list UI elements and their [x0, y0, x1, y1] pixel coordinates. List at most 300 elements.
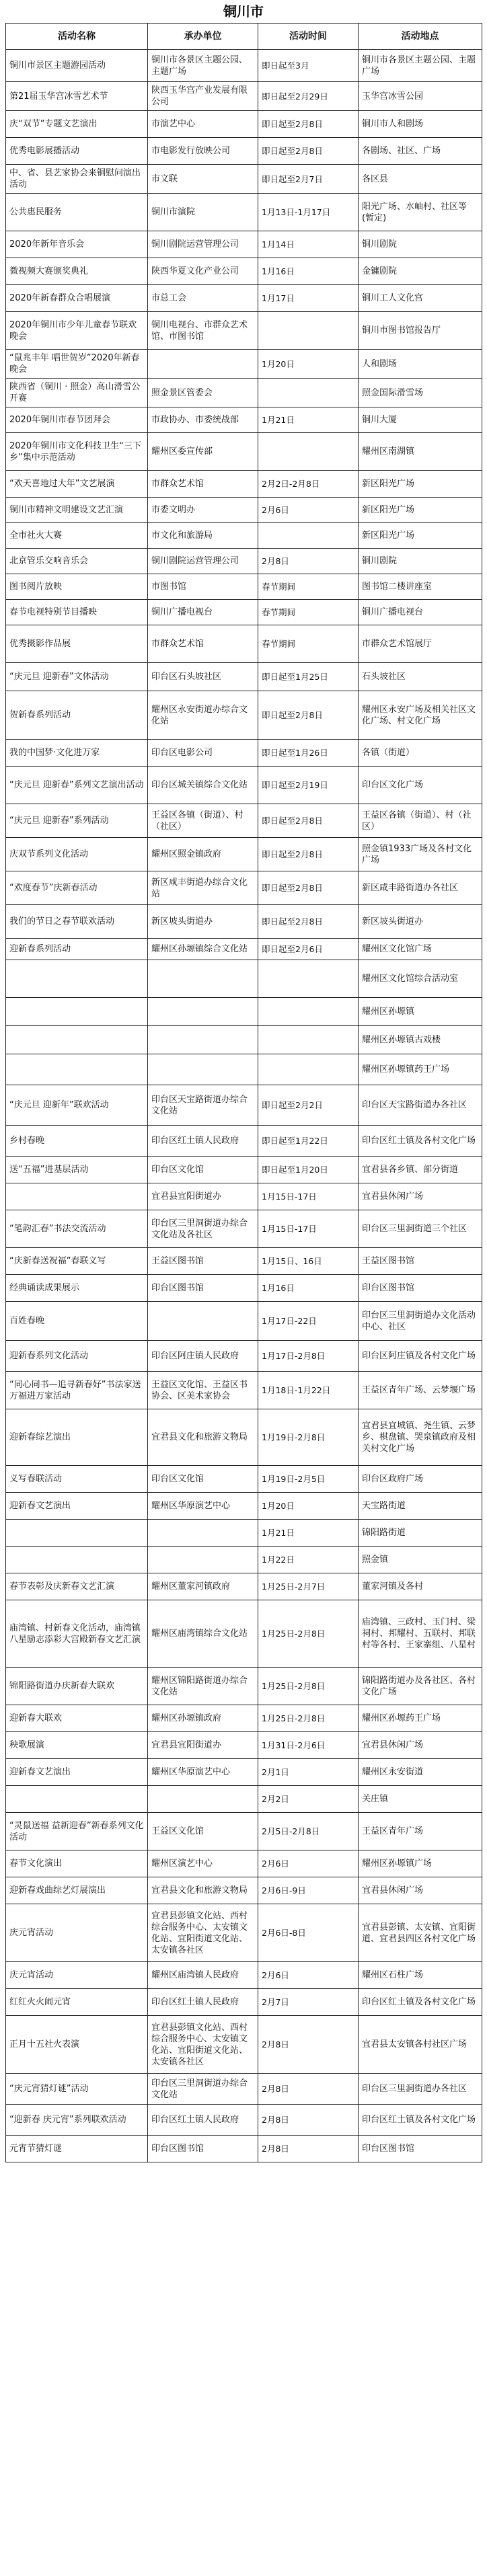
column-header-organizer: 承办单位 — [148, 24, 258, 50]
organizer-cell: 新区坡头街道办 — [148, 905, 258, 939]
time-cell — [258, 1026, 359, 1054]
activity-name-cell: 2020年新春群众合唱展演 — [6, 285, 148, 312]
place-cell: 铜川市人和剧场 — [359, 111, 482, 138]
time-cell: 1月21日 — [258, 1520, 359, 1547]
place-cell: 铜川工人文化宫 — [359, 285, 482, 312]
activity-name-cell: 乡村春晚 — [6, 1126, 148, 1157]
place-cell: 铜川市图书馆报告厅 — [359, 312, 482, 350]
place-cell: 宜君县休闲广场 — [359, 1732, 482, 1759]
place-cell: 耀州区孙塬镇 — [359, 998, 482, 1026]
organizer-cell — [148, 1054, 258, 1085]
organizer-cell: 印台区天宝路街道办综合文化站 — [148, 1085, 258, 1126]
activity-name-cell: 秧歌展演 — [6, 1732, 148, 1759]
table-row — [6, 998, 482, 1026]
place-cell: 玉华宫冰雪公园 — [359, 82, 482, 111]
time-cell: 2月6日-8日 — [258, 1904, 359, 1962]
activity-name-cell: 庆“双节”专题文艺演出 — [6, 111, 148, 138]
table-row — [6, 1054, 482, 1085]
column-header-name: 活动名称 — [6, 24, 148, 50]
table-row — [6, 165, 482, 194]
activity-name-cell: “灵鼠送福 益新迎春”新春系列文化活动 — [6, 1813, 148, 1850]
organizer-cell: 市演艺中心 — [148, 111, 258, 138]
activity-name-cell: “庆元宵猜灯谜”活动 — [6, 2074, 148, 2105]
activity-name-cell: 庙湾镇、村新春文化活动，庙湾镇八星励志添彩大宫殿新春文艺汇演 — [6, 1600, 148, 1668]
column-header-place: 活动地点 — [359, 24, 482, 50]
place-cell: 铜川大厦 — [359, 407, 482, 433]
activity-name-cell: 铜川市精神文明建设文艺汇演 — [6, 498, 148, 523]
activity-name-cell: 义写春联活动 — [6, 1466, 148, 1493]
time-cell: 即日起至2月8日 — [258, 871, 359, 905]
organizer-cell: 耀州区永安街道办综合文化站 — [148, 691, 258, 740]
place-cell: 王益区青年广场、云梦堰广场 — [359, 1372, 482, 1409]
place-cell: 耀州区孙塬药王广场 — [359, 1705, 482, 1732]
place-cell: 宜君县休闲广场 — [359, 1183, 482, 1210]
time-cell: 即日起至1月22日 — [258, 1126, 359, 1157]
organizer-cell: 印台区图书馆 — [148, 2136, 258, 2162]
organizer-cell: 耀州区孙塬镇综合文化站 — [148, 939, 258, 960]
activity-name-cell — [6, 1026, 148, 1054]
table-row — [6, 82, 482, 111]
table-row — [6, 1904, 482, 1962]
activity-name-cell — [6, 1520, 148, 1547]
organizer-cell: 铜川市各景区主题公园、主题广场 — [148, 50, 258, 82]
table-row — [6, 285, 482, 312]
place-cell: 关庄镇 — [359, 1786, 482, 1813]
organizer-cell: 铜川剧院运营管理公司 — [148, 231, 258, 258]
place-cell: 新区阳光广场 — [359, 471, 482, 498]
table-row — [6, 1520, 482, 1547]
time-cell: 1月15日-17日 — [258, 1183, 359, 1210]
organizer-cell: 印台区阿庄镇人民政府 — [148, 1341, 258, 1372]
organizer-cell: 印台区石头坡社区 — [148, 663, 258, 691]
table-row — [6, 625, 482, 663]
place-cell: 铜川剧院 — [359, 549, 482, 574]
activity-name-cell: 春节表彰及庆新春文艺汇演 — [6, 1573, 148, 1600]
time-cell: 即日起至2月8日 — [258, 905, 359, 939]
table-row — [6, 663, 482, 691]
organizer-cell: 市电影发行放映公司 — [148, 138, 258, 165]
activity-name-cell: 2020年新年音乐会 — [6, 231, 148, 258]
place-cell: 宜君县各乡镇、部分街道 — [359, 1157, 482, 1183]
place-cell: 新区咸丰路街道办各社区 — [359, 871, 482, 905]
time-cell: 2月5日-2月8日 — [258, 1813, 359, 1850]
table-body — [6, 50, 482, 2162]
table-row — [6, 1600, 482, 1668]
table-row — [6, 1668, 482, 1705]
place-cell: 宜君县太安镇各村社区广场 — [359, 2016, 482, 2074]
table-row — [6, 905, 482, 939]
organizer-cell: 耀州区锦阳路街道办综合文化站 — [148, 1668, 258, 1705]
time-cell: 1月14日 — [258, 231, 359, 258]
organizer-cell: 铜川市演院 — [148, 194, 258, 231]
activity-name-cell: 2020年铜川市少年儿童春节联欢晚会 — [6, 312, 148, 350]
activity-name-cell: 陕西省（铜川 · 照金）高山滑雪公开赛 — [6, 379, 148, 407]
time-cell: 1月15日-17日 — [258, 1210, 359, 1248]
time-cell: 即日起至2月19日 — [258, 767, 359, 804]
table-row — [6, 2136, 482, 2162]
time-cell: 即日起至2月7日 — [258, 165, 359, 194]
time-cell: 1月22日 — [258, 1547, 359, 1573]
place-cell: 市群众艺术馆展厅 — [359, 625, 482, 663]
time-cell — [258, 379, 359, 407]
activity-name-cell — [6, 1183, 148, 1210]
table-row — [6, 804, 482, 838]
table-row — [6, 960, 482, 998]
organizer-cell — [148, 1520, 258, 1547]
activity-name-cell: “欢度春节”庆新春活动 — [6, 871, 148, 905]
organizer-cell — [148, 1302, 258, 1341]
organizer-cell: 铜川广播电视台 — [148, 600, 258, 625]
activity-name-cell: 庆元宵活动 — [6, 1904, 148, 1962]
table-row — [6, 1085, 482, 1126]
time-cell: 即日起至1月26日 — [258, 740, 359, 767]
activity-name-cell: 微视频大赛颁奖典礼 — [6, 258, 148, 285]
table-row — [6, 50, 482, 82]
place-cell: 印台区红土镇及各村文化广场 — [359, 1126, 482, 1157]
organizer-cell: 宜君县宜阳街道办 — [148, 1183, 258, 1210]
table-row — [6, 1183, 482, 1210]
organizer-cell: 市政协办、市委统战部 — [148, 407, 258, 433]
table-row — [6, 1409, 482, 1466]
organizer-cell: 耀州区照金镇政府 — [148, 838, 258, 871]
time-cell: 1月25日-2月7日 — [258, 1573, 359, 1600]
activity-name-cell: 北京管乐交响音乐会 — [6, 549, 148, 574]
place-cell: 铜川市各景区主题公园、主题广场 — [359, 50, 482, 82]
table-row — [6, 1732, 482, 1759]
time-cell: 1月16日 — [258, 1275, 359, 1302]
place-cell: 各剧场、社区、广场 — [359, 138, 482, 165]
time-cell: 2月6日 — [258, 498, 359, 523]
organizer-cell: 陕西华夏文化产业公司 — [148, 258, 258, 285]
table-row — [6, 1813, 482, 1850]
table-row — [6, 350, 482, 379]
activity-name-cell: 正月十五社火表演 — [6, 2016, 148, 2074]
table-row — [6, 1759, 482, 1786]
organizer-cell: 印台区红土镇人民政府 — [148, 2105, 258, 2136]
place-cell: 耀州区文化馆广场 — [359, 939, 482, 960]
table-row — [6, 523, 482, 549]
table-row — [6, 1248, 482, 1275]
activity-name-cell: “鼠兆丰年 唱世贺岁”2020年新春晚会 — [6, 350, 148, 379]
time-cell: 1月19日-2月5日 — [258, 1466, 359, 1493]
organizer-cell: 印台区电影公司 — [148, 740, 258, 767]
activity-name-cell: 我们的节日之春节联欢活动 — [6, 905, 148, 939]
place-cell: 天宝路街道 — [359, 1493, 482, 1520]
place-cell: 印台区政府广场 — [359, 1466, 482, 1493]
organizer-cell: 宜君县彭镇文化站、西村综合服务中心、太安镇文化站、宜阳街道文化站、太安镇各社区 — [148, 1904, 258, 1962]
activity-name-cell — [6, 998, 148, 1026]
organizer-cell: 印台区红土镇人民政府 — [148, 1989, 258, 2016]
organizer-cell — [148, 1786, 258, 1813]
time-cell: 即日起至2月8日 — [258, 691, 359, 740]
place-cell: 印台区图书馆 — [359, 1275, 482, 1302]
time-cell: 即日起至2月8日 — [258, 838, 359, 871]
organizer-cell: 耀州区华原演艺中心 — [148, 1759, 258, 1786]
activity-name-cell: “笔韵汇春”书法交流活动 — [6, 1210, 148, 1248]
activity-name-cell: 我的中国梦·文化进万家 — [6, 740, 148, 767]
place-cell: 耀州区文化馆综合活动室 — [359, 960, 482, 998]
table-row — [6, 1705, 482, 1732]
table-row — [6, 138, 482, 165]
time-cell: 1月20日 — [258, 350, 359, 379]
organizer-cell: 宜君县文化和旅游文物局 — [148, 1877, 258, 1904]
place-cell: 耀州区永安广场及相关社区文化广场、村文化广场 — [359, 691, 482, 740]
place-cell: 宜君县休闲广场 — [359, 1877, 482, 1904]
organizer-cell: 耀州区庙湾镇人民政府 — [148, 1962, 258, 1989]
organizer-cell — [148, 1026, 258, 1054]
table-row — [6, 111, 482, 138]
activity-name-cell: 优秀电影展播活动 — [6, 138, 148, 165]
activity-name-cell: 贺新春系列活动 — [6, 691, 148, 740]
activity-name-cell: “庆元旦 迎新年”联欢活动 — [6, 1085, 148, 1126]
activity-table — [5, 23, 482, 2162]
activity-name-cell — [6, 1547, 148, 1573]
time-cell: 1月20日 — [258, 1493, 359, 1520]
activity-name-cell: 迎新春系列文化活动 — [6, 1341, 148, 1372]
organizer-cell: 印台区红土镇人民政府 — [148, 1126, 258, 1157]
table-row — [6, 1026, 482, 1054]
activity-name-cell: 全市社火大赛 — [6, 523, 148, 549]
place-cell: 印台区三里洞街道办文化活动中心、社区 — [359, 1302, 482, 1341]
time-cell: 1月19日-2月8日 — [258, 1409, 359, 1466]
place-cell: 照金镇 — [359, 1547, 482, 1573]
time-cell — [258, 960, 359, 998]
place-cell: 铜川广播电视台 — [359, 600, 482, 625]
place-cell: 新区阳光广场 — [359, 498, 482, 523]
organizer-cell: 市委文明办 — [148, 498, 258, 523]
organizer-cell: 印台区三里洞街道办综合文化站及各社区 — [148, 1210, 258, 1248]
organizer-cell: 印台区图书馆 — [148, 1275, 258, 1302]
organizer-cell: 耀州区演艺中心 — [148, 1850, 258, 1877]
activity-name-cell: 迎新春系列活动 — [6, 939, 148, 960]
organizer-cell: 耀州区董家河镇政府 — [148, 1573, 258, 1600]
activity-name-cell: “欢天喜地过大年”文艺展演 — [6, 471, 148, 498]
table-row — [6, 1275, 482, 1302]
time-cell — [258, 523, 359, 549]
activity-name-cell: 锦阳路街道办庆新春大联欢 — [6, 1668, 148, 1705]
activity-name-cell: 红红火火闹元宵 — [6, 1989, 148, 2016]
time-cell: 春节期间 — [258, 600, 359, 625]
place-cell: 图书馆二楼讲座室 — [359, 574, 482, 600]
place-cell: 印台区文化广场 — [359, 767, 482, 804]
table-row — [6, 1786, 482, 1813]
activity-name-cell: 庆双节系列文化活动 — [6, 838, 148, 871]
time-cell: 2月6日 — [258, 1962, 359, 1989]
table-row — [6, 1466, 482, 1493]
activity-name-cell: 送“五福”进基层活动 — [6, 1157, 148, 1183]
activity-name-cell: 春节电视特别节目播映 — [6, 600, 148, 625]
table-header-row — [6, 24, 482, 50]
time-cell: 春节期间 — [258, 574, 359, 600]
table-row — [6, 838, 482, 871]
time-cell — [258, 433, 359, 471]
place-cell: 耀州区永安街道 — [359, 1759, 482, 1786]
organizer-cell — [148, 350, 258, 379]
table-row — [6, 498, 482, 523]
activity-name-cell: 2020年铜川市文化科技卫生“三下乡”集中示范活动 — [6, 433, 148, 471]
activity-name-cell: 迎新春戏曲综艺灯展演出 — [6, 1877, 148, 1904]
organizer-cell: 王益区图书馆 — [148, 1248, 258, 1275]
time-cell: 1月17日-2月8日 — [258, 1341, 359, 1372]
organizer-cell: 陕西玉华宫产业发展有限公司 — [148, 82, 258, 111]
organizer-cell: 照金景区管委会 — [148, 379, 258, 407]
table-row — [6, 1126, 482, 1157]
organizer-cell: 宜君县文化和旅游文物局 — [148, 1409, 258, 1466]
table-row — [6, 194, 482, 231]
time-cell: 1月18日-1月22日 — [258, 1372, 359, 1409]
place-cell: 王益区各镇（街道）、村（社区） — [359, 804, 482, 838]
time-cell: 即日起至2月2日 — [258, 1085, 359, 1126]
activity-name-cell: 中、省、县艺家协会来铜慰问演出活动 — [6, 165, 148, 194]
table-row — [6, 2074, 482, 2105]
organizer-cell — [148, 960, 258, 998]
table-row — [6, 1372, 482, 1409]
place-cell: 董家河镇及各村 — [359, 1573, 482, 1600]
organizer-cell: 宜君县宜阳街道办 — [148, 1732, 258, 1759]
time-cell: 2月7日 — [258, 1989, 359, 2016]
time-cell: 1月31日-2月6日 — [258, 1732, 359, 1759]
place-cell: 印台区红土镇及各村文化广场 — [359, 2105, 482, 2136]
place-cell: 印台区图书馆 — [359, 2136, 482, 2162]
time-cell: 2月6日-9日 — [258, 1877, 359, 1904]
activity-name-cell: 百姓春晚 — [6, 1302, 148, 1341]
time-cell: 即日起至2月8日 — [258, 138, 359, 165]
time-cell: 春节期间 — [258, 625, 359, 663]
organizer-cell: 铜川电视台、市群众艺术馆、市图书馆 — [148, 312, 258, 350]
time-cell: 2月8日 — [258, 2074, 359, 2105]
place-cell: 耀州区石柱广场 — [359, 1962, 482, 1989]
organizer-cell: 耀州区华原演艺中心 — [148, 1493, 258, 1520]
organizer-cell: 市文联 — [148, 165, 258, 194]
time-cell — [258, 1054, 359, 1085]
table-row — [6, 1850, 482, 1877]
activity-name-cell: “庆元旦 迎新春”文体活动 — [6, 663, 148, 691]
place-cell: 宜君县宜城镇、尧生镇、云梦乡、棋盘镇、哭泉镇政府及相关村文化广场 — [359, 1409, 482, 1466]
activity-name-cell: 公共惠民服务 — [6, 194, 148, 231]
organizer-cell: 王益区文化馆、王益区书协会、区美术家协会 — [148, 1372, 258, 1409]
time-cell: 1月16日 — [258, 258, 359, 285]
table-row — [6, 549, 482, 574]
place-cell: 印台区三里洞街道办各社区 — [359, 2074, 482, 2105]
table-row — [6, 1877, 482, 1904]
place-cell: 新区阳光广场 — [359, 523, 482, 549]
place-cell: 印台区天宝路街道办各社区 — [359, 1085, 482, 1126]
table-row — [6, 1573, 482, 1600]
organizer-cell: 印台区文化馆 — [148, 1466, 258, 1493]
activity-name-cell: “庆元旦 迎新春”系列文艺演出活动 — [6, 767, 148, 804]
organizer-cell — [148, 1547, 258, 1573]
organizer-cell: 印台区文化馆 — [148, 1157, 258, 1183]
place-cell: 各镇（街道） — [359, 740, 482, 767]
table-row — [6, 1157, 482, 1183]
activity-name-cell: “庆元旦 迎新春”系列活动 — [6, 804, 148, 838]
activity-name-cell: 经典诵读成果展示 — [6, 1275, 148, 1302]
activity-name-cell: “迎新春 庆元宵”系列联欢活动 — [6, 2105, 148, 2136]
place-cell: 耀州区孙塬镇药王广场 — [359, 1054, 482, 1085]
table-row — [6, 1210, 482, 1248]
time-cell: 即日起至2月6日 — [258, 939, 359, 960]
activity-name-cell: 迎新春文艺演出 — [6, 1493, 148, 1520]
place-cell: 王益区图书馆 — [359, 1248, 482, 1275]
organizer-cell: 王益区文化馆 — [148, 1813, 258, 1850]
time-cell: 2月2日-2月8日 — [258, 471, 359, 498]
time-cell — [258, 312, 359, 350]
page-title: 铜川市 — [223, 3, 264, 19]
activity-name-cell — [6, 960, 148, 998]
activity-name-cell: 迎新春文艺演出 — [6, 1759, 148, 1786]
place-cell: 金镛剧院 — [359, 258, 482, 285]
table-row — [6, 691, 482, 740]
organizer-cell: 市图书馆 — [148, 574, 258, 600]
table-row — [6, 600, 482, 625]
place-cell: 耀州区南湖镇 — [359, 433, 482, 471]
table-row — [6, 258, 482, 285]
time-cell: 2月8日 — [258, 549, 359, 574]
organizer-cell: 宜君县彭镇文化站、西村综合服务中心、太安镇文化站、宜阳街道文化站、太安镇各社区 — [148, 2016, 258, 2074]
time-cell: 1月25日-2月8日 — [258, 1705, 359, 1732]
time-cell: 1月17日 — [258, 285, 359, 312]
time-cell: 2月8日 — [258, 2016, 359, 2074]
place-cell: 各区县 — [359, 165, 482, 194]
organizer-cell: 市总工会 — [148, 285, 258, 312]
time-cell: 即日起至3月 — [258, 50, 359, 82]
place-cell: 耀州区孙塬镇古戏楼 — [359, 1026, 482, 1054]
time-cell: 1月17日-22日 — [258, 1302, 359, 1341]
table-row — [6, 471, 482, 498]
table-row — [6, 407, 482, 433]
time-cell: 1月15日、16日 — [258, 1248, 359, 1275]
place-cell: 王益区青年广场 — [359, 1813, 482, 1850]
column-header-time: 活动时间 — [258, 24, 359, 50]
activity-name-cell: 2020年铜川市春节团拜会 — [6, 407, 148, 433]
table-row — [6, 1341, 482, 1372]
time-cell: 1月25日-2月8日 — [258, 1668, 359, 1705]
activity-name-cell: “同心同书—追寻新春好”书法家送万福进万家活动 — [6, 1372, 148, 1409]
place-cell: 庙湾镇、三政村、玉门村、梁祠村、邦耀村、五联村、邦联村等各村、王家寨组、八星村 — [359, 1600, 482, 1668]
activity-name-cell: 优秀摄影作品展 — [6, 625, 148, 663]
table-row — [6, 767, 482, 804]
table-row — [6, 231, 482, 258]
place-cell: 阳光广场、水岫村、社区等(暂定) — [359, 194, 482, 231]
table-row — [6, 574, 482, 600]
time-cell: 1月13日-1月17日 — [258, 194, 359, 231]
organizer-cell: 市文化和旅游局 — [148, 523, 258, 549]
time-cell: 2月8日 — [258, 2105, 359, 2136]
organizer-cell: 印台区三里洞街道办综合文化站 — [148, 2074, 258, 2105]
activity-name-cell: 铜川市景区主题游园活动 — [6, 50, 148, 82]
table-row — [6, 379, 482, 407]
organizer-cell: 耀州区庙湾镇综合文化站 — [148, 1600, 258, 1668]
place-cell: 锦阳路街道 — [359, 1520, 482, 1547]
place-cell: 印台区阿庄镇及各村文化广场 — [359, 1341, 482, 1372]
organizer-cell: 印台区城关镇综合文化站 — [148, 767, 258, 804]
time-cell: 2月1日 — [258, 1759, 359, 1786]
time-cell: 1月25日-2月8日 — [258, 1600, 359, 1668]
table-row — [6, 939, 482, 960]
activity-name-cell: 第21届玉华宫冰雪艺术节 — [6, 82, 148, 111]
activity-name-cell — [6, 1054, 148, 1085]
table-row — [6, 1302, 482, 1341]
time-cell: 1月21日 — [258, 407, 359, 433]
table-row — [6, 1962, 482, 1989]
table-row — [6, 1989, 482, 2016]
table-row — [6, 1547, 482, 1573]
organizer-cell: 王益区各镇（街道）、村（社区） — [148, 804, 258, 838]
organizer-cell: 铜川剧院运营管理公司 — [148, 549, 258, 574]
place-cell: 锦阳路街道办及各社区、各村文化广场 — [359, 1668, 482, 1705]
activity-name-cell: 图书阅片放映 — [6, 574, 148, 600]
place-cell: 石头坡社区 — [359, 663, 482, 691]
